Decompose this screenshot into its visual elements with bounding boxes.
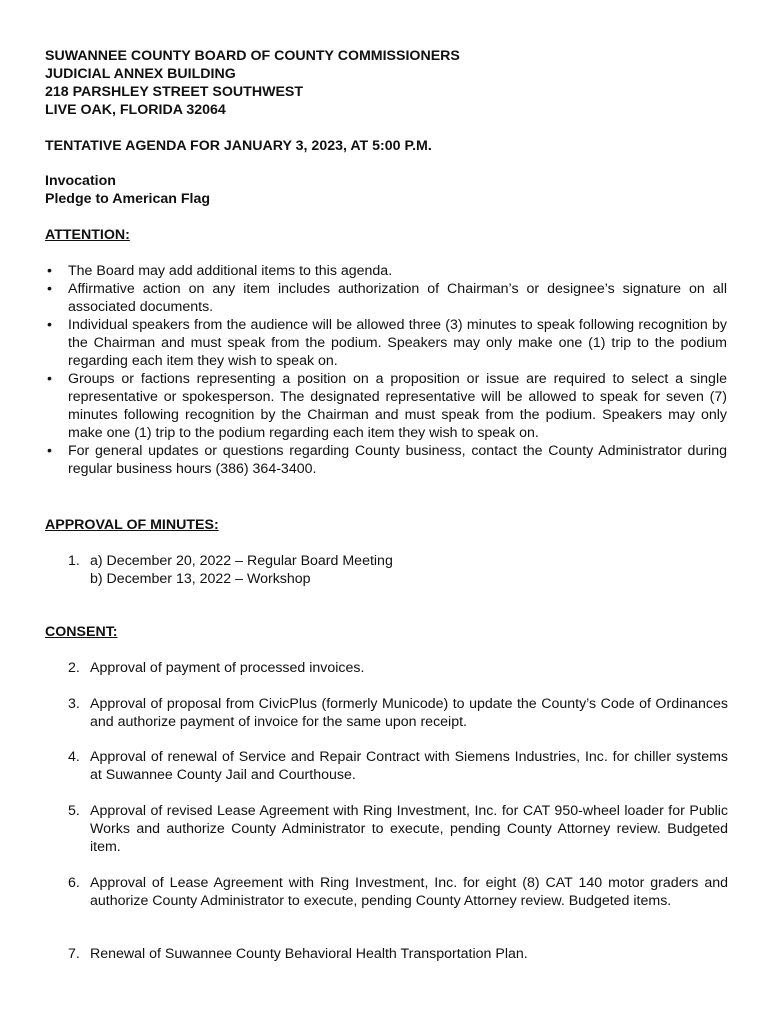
attention-heading-block (45, 226, 735, 244)
header-line-street: 218 PARSHLEY STREET SOUTHWEST (45, 84, 304, 100)
invocation: Invocation (45, 173, 116, 189)
consent-item-text: Approval of proposal from CivicPlus (formerly Municode) to update the County’s Code of Ordinances and authorize payment of invoice for the same upon receipt. (90, 696, 728, 730)
opening-items (45, 172, 735, 208)
consent-heading: CONSENT: (45, 624, 118, 640)
consent-item-text: Approval of payment of processed invoices. (90, 660, 365, 676)
attention-list (45, 262, 727, 478)
bullet-icon: • (47, 263, 52, 279)
attention-heading: ATTENTION: (45, 227, 130, 243)
attention-item (45, 262, 727, 280)
attention-item (45, 442, 727, 478)
consent-item (68, 874, 728, 910)
item-number: 4. (68, 749, 80, 765)
bullet-icon: • (47, 443, 52, 459)
minutes-heading-block (45, 516, 735, 534)
consent-item (68, 802, 728, 856)
pledge: Pledge to American Flag (45, 191, 211, 207)
item-number: 7. (68, 946, 80, 962)
consent-item (68, 659, 728, 677)
header-line-building: JUDICIAL ANNEX BUILDING (45, 66, 236, 82)
bullet-icon: • (47, 371, 52, 387)
consent-item (68, 945, 728, 963)
header-line-city: LIVE OAK, FLORIDA 32064 (45, 102, 226, 118)
bullet-icon: • (47, 281, 52, 297)
minutes-item-a: a) December 20, 2022 – Regular Board Meeting (90, 553, 393, 569)
attention-item (45, 370, 727, 442)
document-header (45, 47, 735, 119)
attention-item-text: The Board may add additional items to this agenda. (68, 263, 393, 279)
bullet-icon: • (47, 317, 52, 333)
item-number: 2. (68, 660, 80, 676)
item-number: 1. (68, 553, 80, 569)
consent-item-text: Approval of revised Lease Agreement with Ring Investment, Inc. for CAT 950-wheel loader for Public Works and authorize County Administrator to execute, pending County Attorney review. Budgeted item. (90, 803, 728, 855)
item-number: 3. (68, 696, 80, 712)
item-number: 6. (68, 875, 80, 891)
agenda-title (45, 137, 735, 155)
attention-item (45, 280, 727, 316)
attention-item-text: Groups or factions representing a position on a proposition or issue are required to select a single representative or spokesperson. The designated representative will be allowed to speak for seven (7) minutes following recognition by the Chairman and must speak from the podium. Speakers may only make one (1) trip to the podium regarding each item they wish to speak on. (68, 371, 727, 441)
header-line-board: SUWANNEE COUNTY BOARD OF COUNTY COMMISSIONERS (45, 48, 460, 64)
minutes-item-b: b) December 13, 2022 – Workshop (90, 571, 311, 587)
attention-item-text: Individual speakers from the audience will be allowed three (3) minutes to speak following recognition by the Chairman and must speak from the podium. Speakers may only make one (1) trip to the podium regarding each item they wish to speak on. (68, 317, 727, 369)
consent-item (68, 748, 728, 784)
minutes-heading: APPROVAL OF MINUTES: (45, 517, 219, 533)
item-number: 5. (68, 803, 80, 819)
attention-item-text: For general updates or questions regarding County business, contact the County Administrator during regular business hours (386) 364-3400. (68, 443, 727, 477)
agenda-title-text: TENTATIVE AGENDA FOR JANUARY 3, 2023, AT 5:00 P.M. (45, 138, 432, 154)
consent-item (68, 695, 728, 731)
attention-item-text: Affirmative action on any item includes authorization of Chairman’s or designee’s signature on all associated documents. (68, 281, 727, 315)
consent-heading-block (45, 623, 735, 641)
consent-item-text: Approval of Lease Agreement with Ring Investment, Inc. for eight (8) CAT 140 motor graders and authorize County Administrator to execute, pending County Attorney review. Budgeted items. (90, 875, 728, 909)
attention-item (45, 316, 727, 370)
minutes-item (68, 552, 728, 588)
consent-item-text: Approval of renewal of Service and Repair Contract with Siemens Industries, Inc. for chiller systems at Suwannee County Jail and Courthouse. (90, 749, 728, 783)
consent-item-text: Renewal of Suwannee County Behavioral Health Transportation Plan. (90, 946, 528, 962)
